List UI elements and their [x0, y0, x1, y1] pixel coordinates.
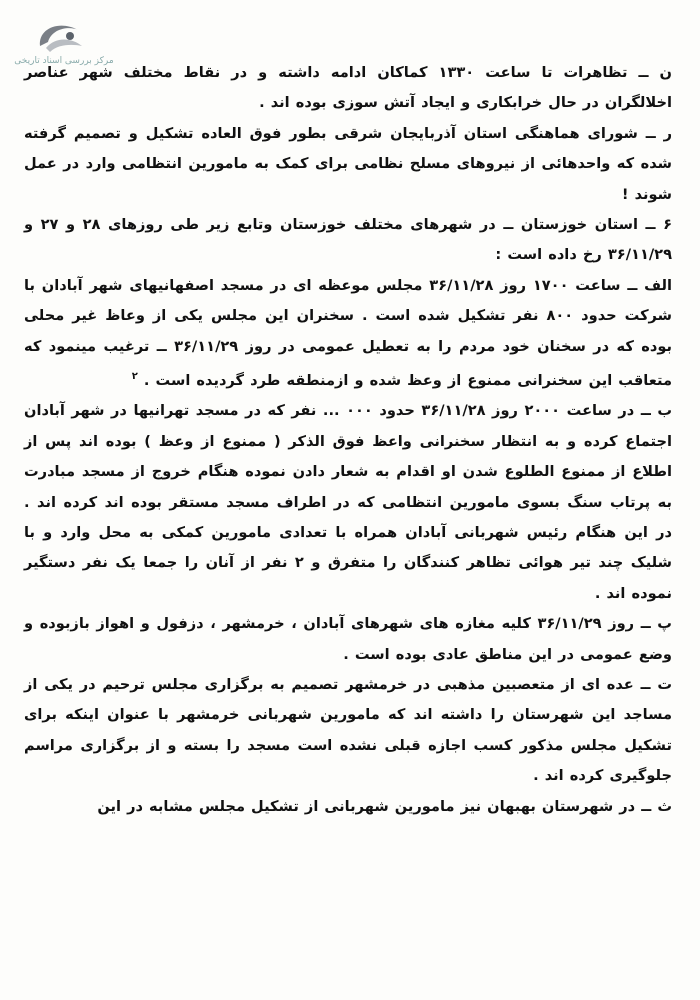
item-text: شورای هماهنگی استان آذربایجان شرقی بطور فوق العاده تشکیل و تصمیم گرفته شده که واحدهائی از نیروهای مسلح نظامی برای کمک به مامورین انتظامی وارد در عمل شوند !: [24, 124, 672, 203]
logo-icon: [30, 16, 88, 56]
item-text: ساعت ۱۷۰۰ روز ۳۶/۱۱/۲۸ مجلس موعظه ای در مسجد اصفهانیهای شهر آبادان با شرکت حدود ۸۰۰ نفر تشکیل شده است . سخنران این مجلس یکی از وعاظ غیر محلی بوده که در سخنان خود مردم را به تعطیل عمومی در روز ۳۶/۱۱/۲۹ ــ ترغیب مینمود که متعاقب این سخنرانی ممنوع از وعظ شده و ازمنطقه طرد گردیده است .: [24, 276, 672, 389]
item-section-6: [24, 210, 672, 271]
document-body: [24, 58, 672, 822]
item-marker: ت ــ: [640, 675, 672, 693]
item-marker: الف ــ: [627, 276, 672, 294]
item-text: روز ۳۶/۱۱/۲۹ کلیه مغازه های شهرهای آبادان ، خرمشهر ، دزفول و اهواز بازبوده و وضع عمومی در این مناطق عادی بوده است .: [24, 615, 672, 663]
item-text: در ساعت ۲۰۰۰ روز ۳۶/۱۱/۲۸ حدود ۰۰۰ ... نفر که در مسجد تهرانیها در شهر آبادان اجتماع کرده و به انتظار سخنرانی واعظ فوق الذکر ( ممنوع از وعظ ) بوده اند پس از اطلاع از ممنوع الطلوع شدن او اقدام به شعار دادن نموده هنگام خروج از مسجد مبادرت به پرتاب سنگ بسوی مامورین انتظامی که در اطراف مسجد مستقر بوده اند کرده اند . در این هنگام رئیس شهربانی آبادان همراه با تعدادی مامورین کمکی به محل وارد و با شلیک چند تیر هوائی تظاهر کنندگان را متفرق و ۲ نفر از آنان را جمعا یک نفر دستگیر نموده اند .: [24, 402, 672, 602]
item-alef: [24, 271, 672, 396]
item-marker: ث ــ: [641, 797, 672, 815]
item-be: [24, 396, 672, 609]
item-marker: پ ــ: [640, 615, 672, 633]
item-te: [24, 670, 672, 792]
item-text: در شهرستان بهبهان نیز مامورین شهربانی از تشکیل مجلس مشابه در این: [97, 797, 636, 815]
item-marker: ۶ ــ: [645, 216, 672, 234]
logo-caption: مرکز بررسی اسناد تاریخی: [14, 56, 114, 66]
item-re: [24, 119, 672, 210]
item-marker: ر ــ: [645, 124, 672, 142]
footnote-marker: ۲: [131, 371, 138, 383]
item-pe: [24, 609, 672, 670]
item-marker: ن ــ: [638, 64, 672, 81]
item-marker: ب ــ: [640, 402, 672, 420]
item-se: [24, 792, 672, 822]
item-text: تظاهرات تا ساعت ۱۳۳۰ کماکان ادامه داشته و در نقاط مختلف شهر عناصر اخلالگران در حال خرابکاری و ایجاد آتش سوزی بوده اند .: [24, 64, 672, 112]
item-text: عده ای از متعصبین مذهبی در خرمشهر تصمیم به برگزاری مجلس ترحیم در یکی از مساجد این شهرستان را داشته اند که مامورین شهربانی خرمشهر با عنوان اینکه برای تشکیل مجلس مذکور کسب اجازه قبلی نشده است مسجد را بسته و از برگزاری مراسم جلوگیری کرده اند .: [24, 675, 672, 785]
item-nun: [24, 58, 672, 119]
item-text: استان خوزستان ــ در شهرهای مختلف خوزستان وتابع زیر طی روزهای ۲۸ و ۲۷ و ۳۶/۱۱/۲۹ رخ داده است :: [24, 216, 672, 264]
